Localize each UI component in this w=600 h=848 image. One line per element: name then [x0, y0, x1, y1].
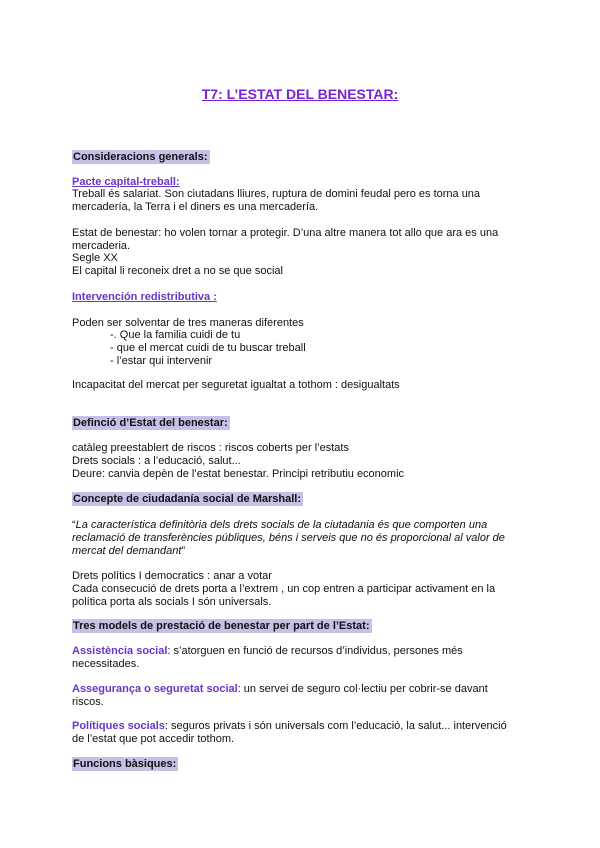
estat-line-2: mercaderia.	[72, 240, 131, 252]
subheading-intervencion: Intervención redistributiva :	[72, 291, 217, 303]
pacte-line-1: Treball és salariat. Son ciutadans lliures, ruptura de domini feudal pero es torna una	[72, 188, 481, 200]
assegur-line-1	[72, 683, 488, 696]
quote-open: “	[72, 519, 76, 531]
quote-line-2: reclamació de transferències públiques, béns i serveis que no és proporcional al valor de	[72, 532, 505, 544]
polit-label: Polítiques socials	[72, 720, 165, 732]
assegur-line-2: riscos.	[72, 696, 104, 708]
poden-line: Poden ser solventar de tres maneras diferentes	[72, 317, 304, 329]
subheading-pacte: Pacte capital-treball:	[72, 176, 180, 188]
deure-line: Deure: canvia depèn de l’estat benestar. Principi retributiu economic	[72, 468, 405, 480]
heading-consideracions: Consideracions generals:	[73, 151, 208, 163]
estat-line-1: Estat de benestar: ho volen tornar a protegir. D’una altre manera tot allo que ara es una	[72, 227, 499, 239]
page-title: T7: L’ESTAT DEL BENESTAR:	[201, 86, 399, 102]
assist-text: : s’atorguen en funció de recursos d’individus, persones més	[167, 645, 463, 657]
polit-line-2: de l’estat que pot accedir tothom.	[72, 733, 235, 745]
quote-close: ”	[181, 545, 186, 557]
heading-funcions: Funcions bàsiques:	[73, 758, 177, 770]
capital-line: El capital li reconeix dret a no se que social	[72, 265, 283, 277]
quote-text-3: mercat del demandant	[72, 545, 182, 557]
quote-line-1	[72, 519, 487, 532]
polit-text: : seguros privats i són universals com l’educació, la salut... intervenció	[164, 720, 507, 732]
list-item: - que el mercat cuidi de tu buscar treball	[110, 342, 306, 354]
heading-concepte: Concepte de ciudadanía social de Marshall:	[73, 493, 302, 505]
catalog-line: catàleg preestablert de riscos : riscos coberts per l’estats	[72, 442, 349, 454]
heading-tres-models: Tres models de prestació de benestar per part de l’Estat:	[73, 620, 370, 632]
segle-line: Segle XX	[72, 252, 118, 264]
quote-line-3	[72, 545, 185, 558]
cada-line-2: política porta als socials I són universals.	[72, 596, 272, 608]
assegur-text: : un servei de seguro col·lectiu per cobrir-se davant	[237, 683, 488, 695]
politics-line: Drets polítics I democratics : anar a votar	[72, 570, 272, 582]
pacte-line-2: mercadería, la Terra i el diners es una mercadería.	[72, 201, 319, 213]
cada-line-1: Cada consecució de drets porta a l’extrem , un cop entren a participar activament en la	[72, 583, 496, 595]
list-item: - l’estar qui intervenir	[110, 355, 213, 367]
incapacitat-line: Incapacitat del mercat per seguretat igualtat a tothom : desigualtats	[72, 379, 400, 391]
polit-line-1	[72, 720, 507, 733]
assegur-label: Assegurança o seguretat social	[72, 683, 238, 695]
quote-text-1: La característica definitòria dels drets socials de la ciutadania és que comporten una	[75, 519, 488, 531]
assist-label: Assistència social	[72, 645, 168, 657]
assist-line-2: necessitades.	[72, 658, 140, 670]
assist-line-1	[72, 645, 463, 658]
heading-definicio: Definció d’Estat del benestar:	[73, 417, 228, 429]
drets-line: Drets socials : a l’educació, salut...	[72, 455, 241, 467]
list-item: -. Que la familia cuidi de tu	[110, 329, 241, 341]
